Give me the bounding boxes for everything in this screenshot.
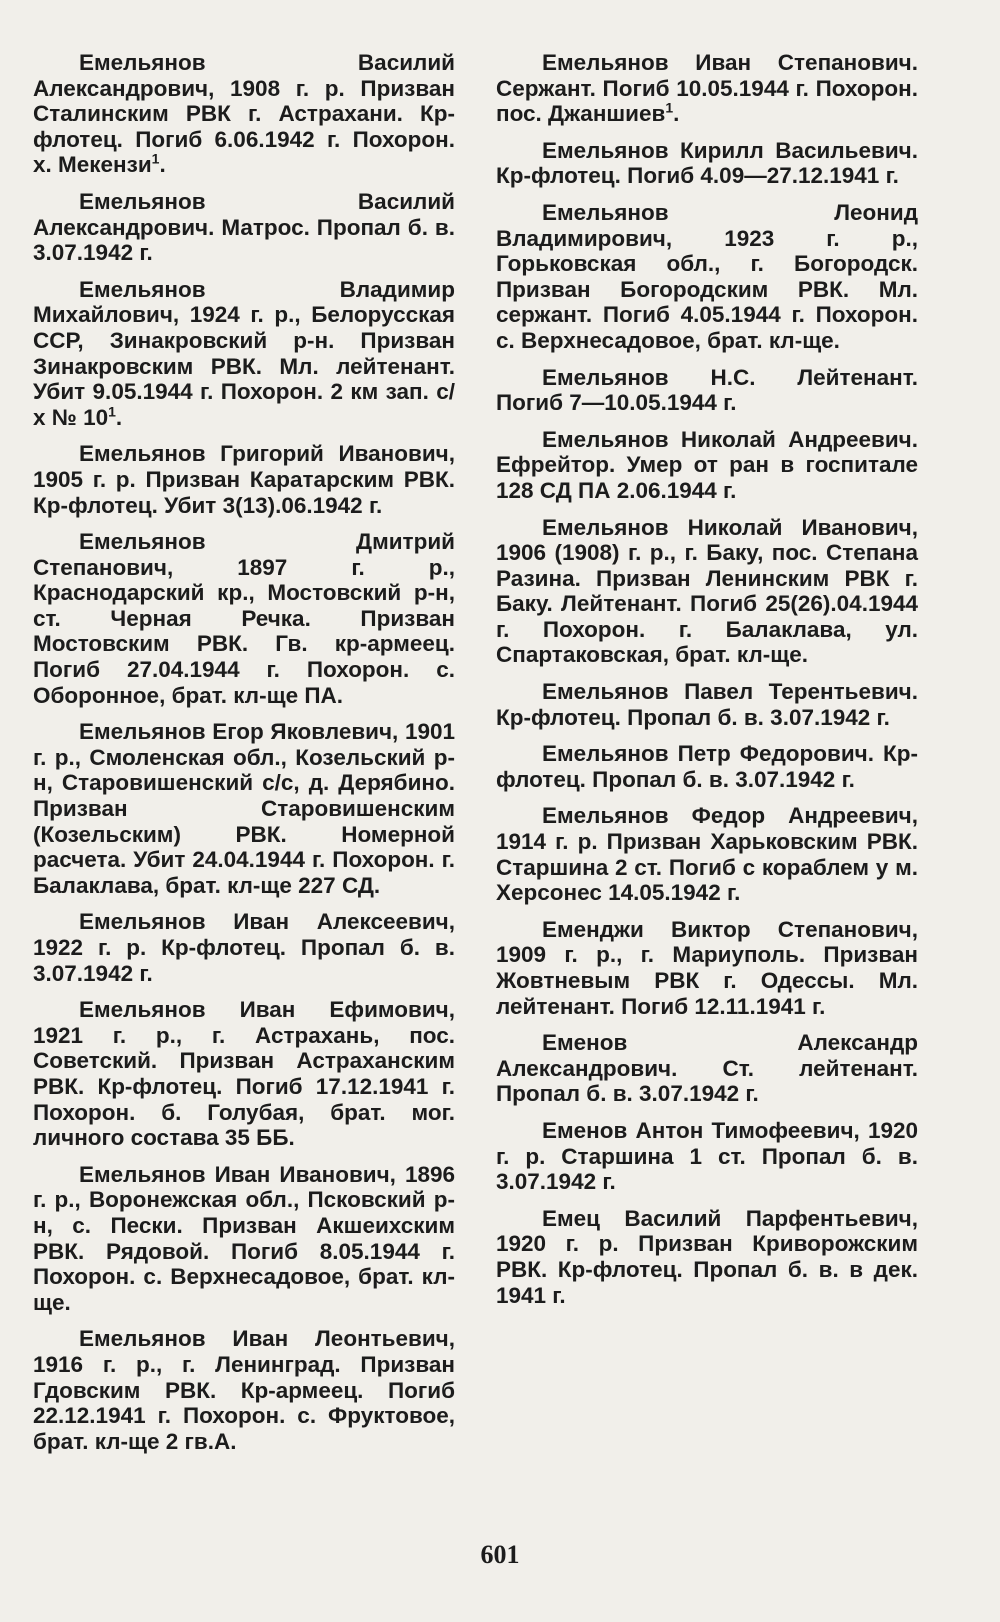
entry-text: Ст. лейтенант. Пропал б. в. 3.07.1942 г. bbox=[496, 1055, 918, 1107]
entry bbox=[496, 917, 918, 1019]
entry bbox=[33, 1326, 455, 1454]
entry-text: 1920 г. р. Старшина 1 ст. Пропал б. в. 3.07.1942 г. bbox=[496, 1117, 919, 1195]
entry bbox=[496, 1030, 918, 1107]
entry-text: Кр-флотец. Пропал б. в. 3.07.1942 г. bbox=[496, 741, 918, 792]
entry-name: Еменов Антон Тимофеевич, bbox=[542, 1117, 860, 1143]
entry-name: Емельянов Василий Александрович. bbox=[33, 188, 455, 240]
entry-name: Емельянов Иван Алексеевич, bbox=[79, 909, 455, 935]
entry-text: Лейтенант. Погиб 7—10.05.1944 г. bbox=[496, 364, 918, 416]
entry-name: Емельянов Николай Андреевич. bbox=[542, 426, 918, 452]
entry-name: Емельянов Иван Степанович. bbox=[542, 50, 918, 75]
entry bbox=[33, 909, 455, 986]
entry bbox=[33, 1162, 455, 1316]
entry-tail: . bbox=[159, 152, 166, 178]
entry-name: Емельянов Василий Александрович, bbox=[33, 50, 455, 101]
entry bbox=[496, 803, 918, 905]
entry-name: Емельянов Петр Федорович. bbox=[542, 741, 874, 767]
entry-text: 1905 г. р. Призван Каратарским РВК. Кр-флотец. Убит 3(13).06.1942 г. bbox=[33, 466, 455, 518]
entry-text: 1914 г. р. Призван Харьковским РВК. Старшина 2 ст. Погиб с кораблем у м. Херсонес 14.05.1942 г. bbox=[496, 829, 918, 906]
entry bbox=[496, 427, 918, 504]
entry-text: 1921 г. р., г. Астрахань, пос. Советский. Призван Астраханским РВК. Кр-флотец. Погиб 17.12.1941 г. Похорон. б. Голубая, брат. мог. личного состава 35 ББ. bbox=[33, 1022, 455, 1151]
entry-text: 1920 г. р. Призван Криворожским РВК. Кр-флотец. Пропал б. в. в дек. 1941 г. bbox=[496, 1231, 918, 1308]
entry-text: Сержант. Погиб 10.05.1944 г. Похорон. пос. Джаншиев bbox=[496, 75, 918, 127]
entry-text: 1909 г. р., г. Мариуполь. Призван Жовтневым РВК г. Одессы. Мл. лейтенант. Погиб 12.11.1941 г. bbox=[496, 942, 918, 1019]
entry-text: Ефрейтор. Умер от ран в госпитале 128 СД ПА 2.06.1944 г. bbox=[496, 452, 918, 503]
entry-name: Емельянов Иван Леонтьевич, bbox=[79, 1326, 455, 1352]
entry bbox=[496, 515, 918, 669]
entry bbox=[33, 529, 455, 708]
entry bbox=[496, 679, 918, 730]
entry-text: 1901 г. р., Смоленская обл., Козельский р-н, Старовишенский с/с, д. Дерябино. Призван Старовишенским (Козельским) РВК. Номерной расчета. Убит 24.04.1944 г. Похорон. г. Балаклава, брат. кл-ще 227 СД. bbox=[33, 719, 455, 898]
entry-name: Еменджи Виктор Степанович, bbox=[542, 916, 918, 942]
entry-text: 1897 г. р., Краснодарский кр., Мостовский р-н, ст. Черная Речка. Призван Мостовским РВК. Гв. кр-армеец. Погиб 27.04.1944 г. Похорон. с. Оборонное, брат. кл-ще ПА. bbox=[33, 554, 455, 708]
entry bbox=[33, 441, 455, 518]
entry-name: Емельянов Н.С. bbox=[542, 364, 756, 390]
entry-text: 1924 г. р., Белорусская ССР, Зинакровский р-н. Призван Зинакровским РВК. Мл. лейтенант. Убит 9.05.1944 г. Похорон. 2 км зап. с/х № 10 bbox=[33, 302, 455, 430]
entry-name: Емельянов Леонид Владимирович, bbox=[496, 199, 918, 251]
entry-name: Емельянов Федор Андреевич, bbox=[542, 803, 918, 829]
entry bbox=[33, 277, 455, 431]
entry-text: 1908 г. р. Призван Сталинским РВК г. Астрахани. Кр-флотец. Погиб 6.06.1942 г. Похорон. х. Мекензи bbox=[33, 75, 455, 178]
entry bbox=[33, 719, 455, 898]
entry bbox=[33, 997, 455, 1151]
entry-text: 1896 г. р., Воронежская обл., Псковский р-н, с. Пески. Призван Акшеихским РВК. Рядовой. Погиб 8.05.1944 г. Похорон. с. Верхнесадовое, брат. кл-ще. bbox=[33, 1161, 455, 1315]
entry-name: Емельянов Иван Ефимович, bbox=[79, 997, 455, 1023]
entry-name: Емец Василий Парфентьевич, bbox=[542, 1205, 918, 1231]
entry-name: Емельянов Николай Иванович, bbox=[542, 514, 918, 540]
entry-name: Емельянов Иван Иванович, bbox=[79, 1161, 396, 1187]
entry-text: 1923 г. р., Горьковская обл., г. Богородск. Призван Богородским РВК. Мл. сержант. Погиб 4.05.1944 г. Похорон. с. Верхнесадовое, брат. кл-ще. bbox=[496, 225, 918, 353]
entry-name: Емельянов Павел Терентьевич. bbox=[542, 679, 918, 705]
entry-text: Матрос. Пропал б. в. 3.07.1942 г. bbox=[33, 214, 455, 266]
entry-text: 1916 г. р., г. Ленинград. Призван Гдовским РВК. Кр-армеец. Погиб 22.12.1941 г. Похорон. с. Фруктовое, брат. кл-ще 2 гв.А. bbox=[33, 1351, 455, 1454]
entry-name: Емельянов Егор Яковлевич, bbox=[79, 719, 399, 745]
entry-text: Кр-флотец. Пропал б. в. 3.07.1942 г. bbox=[496, 704, 890, 730]
entry-tail: . bbox=[115, 404, 123, 430]
page-number: 601 bbox=[480, 1540, 520, 1569]
entry-name: Емельянов Григорий Иванович, bbox=[79, 441, 455, 467]
entry-name: Емельянов Владимир Михайлович, bbox=[33, 276, 455, 328]
footnote-mark: 1 bbox=[151, 150, 160, 167]
entry bbox=[496, 1206, 918, 1308]
entry bbox=[496, 1118, 918, 1195]
entry-text: 1906 (1908) г. р., г. Баку, пос. Степана Разина. Призван Ленинским РВК г. Баку. Лейтенант. Погиб 25(26).04.1944 г. Похорон. г. Балаклава, ул. Спартаковская, брат. кл-ще. bbox=[496, 540, 918, 668]
entry-text: 1922 г. р. Кр-флотец. Пропал б. в. 3.07.1942 г. bbox=[33, 935, 455, 986]
entry bbox=[496, 50, 918, 127]
footnote-mark: 1 bbox=[108, 403, 116, 420]
entry bbox=[496, 200, 918, 354]
entry bbox=[496, 365, 918, 416]
entry-text: Кр-флотец. Погиб 4.09—27.12.1941 г. bbox=[496, 163, 899, 189]
left-column bbox=[33, 50, 455, 1465]
entry-name: Емельянов Дмитрий Степанович, bbox=[33, 529, 455, 580]
footnote-mark: 1 bbox=[665, 99, 674, 116]
entry bbox=[33, 189, 455, 266]
entry bbox=[33, 50, 455, 178]
entry-name: Еменов Александр Александрович. bbox=[496, 1030, 918, 1081]
entry bbox=[496, 138, 918, 189]
entry-tail: . bbox=[673, 101, 680, 127]
right-column bbox=[496, 50, 918, 1319]
entry-name: Емельянов Кирилл Васильевич. bbox=[542, 137, 918, 163]
entry bbox=[496, 741, 918, 792]
